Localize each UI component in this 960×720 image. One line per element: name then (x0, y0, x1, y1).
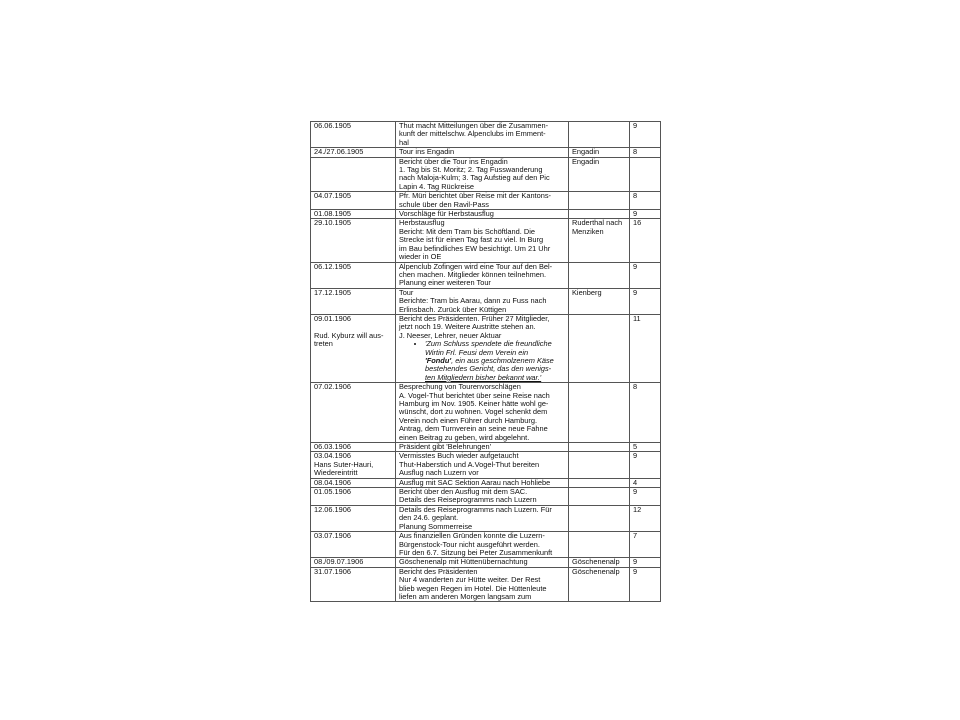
chronicle-table (310, 121, 661, 602)
date-line: 29.10.1905 (314, 218, 351, 228)
page-count: 9 (633, 209, 638, 219)
date-line: 06.12.1905 (314, 262, 351, 271)
description-line: Verein noch einen Führer durch Hamburg. (399, 415, 538, 425)
location-line: Engadin (572, 157, 600, 166)
table-row (311, 314, 661, 382)
description-line: hal (399, 137, 409, 147)
location-line: Kienberg (572, 288, 602, 297)
description-line: Alpenclub Zofingen wird eine Tour auf den Bel- (399, 262, 553, 271)
page-count: 5 (633, 442, 638, 452)
description-line: Ausflug nach Luzern vor (399, 468, 479, 478)
table-row (311, 532, 661, 558)
date-line: 07.02.1906 (314, 382, 351, 392)
quote-text: , ein aus geschmolzenem Käse (451, 355, 554, 365)
date-cell (311, 192, 396, 210)
location-cell (569, 157, 630, 192)
page-count-cell (630, 288, 661, 314)
location-cell (569, 532, 630, 558)
description-line: im Bau befindliches EW besichtigt. Um 21 Uhr (399, 243, 551, 253)
location-line: Göschenenalp (572, 557, 620, 567)
quote-list (399, 340, 565, 382)
location-cell (569, 567, 630, 602)
description-line: Details des Reiseprogramms nach Luzern. Für (399, 505, 552, 514)
page-count: 4 (633, 478, 638, 487)
location-cell (569, 383, 630, 443)
location-line: Göschenenalp (572, 567, 620, 576)
description-line: Bericht über die Tour ins Engadin (399, 157, 508, 166)
description-line: chen machen. Mitglieder können teilnehmen. (399, 269, 547, 279)
table-row (311, 210, 661, 219)
page-count: 8 (633, 382, 638, 392)
table-row (311, 192, 661, 210)
date-cell (311, 532, 396, 558)
page-count-cell (630, 443, 661, 452)
description-cell (396, 157, 569, 192)
description-line: einen Beitrag zu geben, wird abgelehnt. (399, 432, 530, 442)
page-count: 8 (633, 147, 638, 157)
description-line: Planung Sommerreise (399, 521, 473, 531)
description-line: Bericht des Präsidenten. Früher 27 Mitglieder, (399, 314, 550, 323)
description-line: Lapin 4. Tag Rückreise (399, 181, 475, 191)
quote-line: bestehendes Gericht, das den wenigs- (425, 364, 552, 374)
date-cell (311, 122, 396, 148)
page-count: 16 (633, 218, 642, 228)
description-line: wieder in OE (399, 252, 442, 262)
description-cell (396, 288, 569, 314)
table-row (311, 262, 661, 288)
description-line: blieb wegen Regen im Hotel. Die Hüttenleute (399, 583, 547, 593)
description-line: Antrag, dem Turnverein an seine neue Fahne (399, 424, 548, 434)
date-line: 03.04.1906 (314, 451, 351, 461)
description-line: Pfr. Müri berichtet über Reise mit der Kantons- (399, 191, 551, 201)
date-cell (311, 148, 396, 157)
quote-line: ten Mitgliedern bisher bekannt war.' (425, 372, 542, 382)
page-count-cell (630, 122, 661, 148)
table-row (311, 505, 661, 531)
table-row (311, 478, 661, 487)
table-row (311, 288, 661, 314)
location-cell (569, 288, 630, 314)
page-count: 12 (633, 505, 642, 514)
description-cell (396, 567, 569, 602)
chronicle-table-body (311, 122, 661, 602)
description-line: 1. Tag bis St. Moritz; 2. Tag Fusswanderung (399, 165, 543, 175)
description-line: Aus finanziellen Gründen konnte die Luzern- (399, 531, 545, 541)
table-row (311, 558, 661, 567)
description-line: Tour (399, 288, 414, 297)
date-line: 08./09.07.1906 (314, 557, 364, 567)
date-line: 17.12.1905 (314, 288, 351, 297)
description-line: Hamburg im Nov. 1905. Keiner hätte wohl ge- (399, 399, 549, 408)
page-count-cell (630, 567, 661, 602)
description-line: Thut macht Mitteilungen über die Zusammen- (399, 121, 549, 130)
description-line: Thut-Haberstich und A.Vogel-Thut bereiten (399, 459, 540, 469)
description-cell (396, 505, 569, 531)
description-line: Details des Reiseprogramms nach Luzern (399, 495, 537, 505)
description-line: Vermisstes Buch wieder aufgetaucht (399, 451, 519, 461)
date-cell (311, 157, 396, 192)
description-cell (396, 122, 569, 148)
location-cell (569, 478, 630, 487)
description-line: Tour ins Engadin (399, 147, 455, 157)
page-count-cell (630, 532, 661, 558)
location-cell (569, 262, 630, 288)
description-cell (396, 383, 569, 443)
description-line: J. Neeser, Lehrer, neuer Aktuar (399, 330, 502, 340)
description-cell (396, 148, 569, 157)
description-cell (396, 314, 569, 382)
page-count: 9 (633, 288, 638, 297)
page-count-cell (630, 505, 661, 531)
location-cell (569, 219, 630, 262)
table-row (311, 567, 661, 602)
page-count: 9 (633, 557, 638, 567)
table-row (311, 452, 661, 478)
location-cell (569, 452, 630, 478)
description-cell (396, 452, 569, 478)
description-cell (396, 219, 569, 262)
quote-line: Wirtin Frl. Feusi dem Verein ein (425, 347, 529, 357)
page-count: 9 (633, 451, 638, 461)
location-cell (569, 505, 630, 531)
description-line: Ausflug mit SAC Sektion Aarau nach Hohliebe (399, 478, 551, 487)
table-row (311, 148, 661, 157)
description-cell (396, 488, 569, 506)
description-line: Bericht des Präsidenten (399, 567, 478, 576)
page-count: 9 (633, 262, 638, 271)
page-count-cell (630, 219, 661, 262)
date-line: 08.04.1906 (314, 478, 351, 487)
description-line: Erlinsbach. Zurück über Küttigen (399, 304, 507, 314)
description-line: Bericht: Mit dem Tram bis Schöftland. Die (399, 226, 535, 236)
date-cell (311, 488, 396, 506)
page-count-cell (630, 558, 661, 567)
description-cell (396, 478, 569, 487)
page-count: 9 (633, 567, 638, 576)
date-line: 04.07.1905 (314, 191, 351, 201)
page-count: 8 (633, 191, 638, 201)
date-line: Hans Suter-Hauri, (314, 459, 374, 469)
page-count-cell (630, 192, 661, 210)
description-cell (396, 210, 569, 219)
page-count-cell (630, 262, 661, 288)
location-cell (569, 210, 630, 219)
location-cell (569, 488, 630, 506)
table-row (311, 383, 661, 443)
date-line: 12.06.1906 (314, 505, 351, 514)
page-count-cell (630, 452, 661, 478)
page-count-cell (630, 383, 661, 443)
page-count-cell (630, 314, 661, 382)
member-note-line: treten (314, 339, 333, 349)
table-row (311, 443, 661, 452)
table-row (311, 122, 661, 148)
date-cell (311, 219, 396, 262)
description-line: Für den 6.7. Sitzung bei Peter Zusammenkunft (399, 547, 553, 557)
table-row (311, 488, 661, 506)
page-count-cell (630, 488, 661, 506)
location-cell (569, 148, 630, 157)
page-count-cell (630, 210, 661, 219)
date-cell (311, 558, 396, 567)
description-line: Planung einer weiteren Tour (399, 278, 491, 288)
description-line: Vorschläge für Herbstausflug (399, 209, 494, 219)
location-cell (569, 192, 630, 210)
page-count-cell (630, 157, 661, 192)
page-count: 9 (633, 121, 638, 130)
location-cell (569, 443, 630, 452)
page-count: 7 (633, 531, 638, 541)
table-row (311, 219, 661, 262)
date-cell (311, 505, 396, 531)
member-note-line: Rud. Kyburz will aus- (314, 330, 384, 340)
description-cell (396, 558, 569, 567)
date-line: 24./27.06.1905 (314, 147, 364, 157)
date-cell (311, 288, 396, 314)
location-line: Menziken (572, 226, 604, 236)
date-cell (311, 443, 396, 452)
date-line: 09.01.1906 (314, 314, 351, 323)
date-line: 31.07.1906 (314, 567, 351, 576)
description-line: Bürgenstock-Tour nicht ausgeführt werden. (399, 539, 540, 549)
table-row (311, 157, 661, 192)
page-count: 11 (633, 314, 641, 323)
location-line: Ruderthal nach (572, 218, 623, 228)
description-line: Herbstausflug (399, 218, 445, 228)
description-line: A. Vogel-Thut berichtet über seine Reise nach (399, 390, 550, 400)
description-line: Bericht über den Ausflug mit dem SAC. (399, 487, 528, 497)
quote-item (425, 340, 565, 382)
description-line: Strecke ist für einen Tag fast zu viel. In Burg (399, 235, 544, 245)
date-cell (311, 262, 396, 288)
description-line: kunft der mittelschw. Alpenclubs im Emment- (399, 129, 546, 139)
location-cell (569, 122, 630, 148)
date-line: 01.08.1905 (314, 209, 351, 219)
date-line: 06.06.1905 (314, 121, 351, 130)
date-cell (311, 314, 396, 382)
quote-line: • 'Zum Schluss spendete die freundliche (425, 339, 552, 349)
description-line: liefen am anderen Morgen langsam zum (399, 591, 532, 601)
description-line: Präsident gibt 'Belehrungen' (399, 442, 491, 452)
date-line: 06.03.1906 (314, 442, 351, 452)
location-cell (569, 558, 630, 567)
description-line: jetzt noch 19. Weitere Austritte stehen an. (399, 322, 536, 332)
description-cell (396, 532, 569, 558)
description-line: wünscht, dort zu wohnen. Vogel schenkt dem (399, 407, 548, 417)
description-line: den 24.6. geplant. (399, 513, 459, 523)
description-line: schule über den Ravil-Pass (399, 199, 489, 209)
description-line: Besprechung von Tourenvorschlägen (399, 382, 521, 392)
date-cell (311, 567, 396, 602)
location-line: Engadin (572, 147, 600, 157)
description-line: Berichte: Tram bis Aarau, dann zu Fuss nach (399, 296, 547, 306)
description-line: Göschenenalp mit Hüttenübernachtung (399, 557, 528, 567)
description-cell (396, 443, 569, 452)
date-cell (311, 452, 396, 478)
description-cell (396, 192, 569, 210)
date-line: 01.05.1906 (314, 487, 351, 497)
date-cell (311, 383, 396, 443)
page-count-cell (630, 148, 661, 157)
date-line: Wiedereintritt (314, 468, 358, 478)
date-cell (311, 478, 396, 487)
quote-emphasis: 'Fondu' (425, 355, 452, 365)
date-cell (311, 210, 396, 219)
date-line: 03.07.1906 (314, 531, 351, 541)
location-cell (569, 314, 630, 382)
page-count-cell (630, 478, 661, 487)
description-line: Nur 4 wanderten zur Hütte weiter. Der Rest (399, 575, 541, 585)
description-cell (396, 262, 569, 288)
description-line: nach Maloja-Kulm; 3. Tag Aufstieg auf den Pic (399, 173, 550, 183)
page-count: 9 (633, 487, 638, 497)
